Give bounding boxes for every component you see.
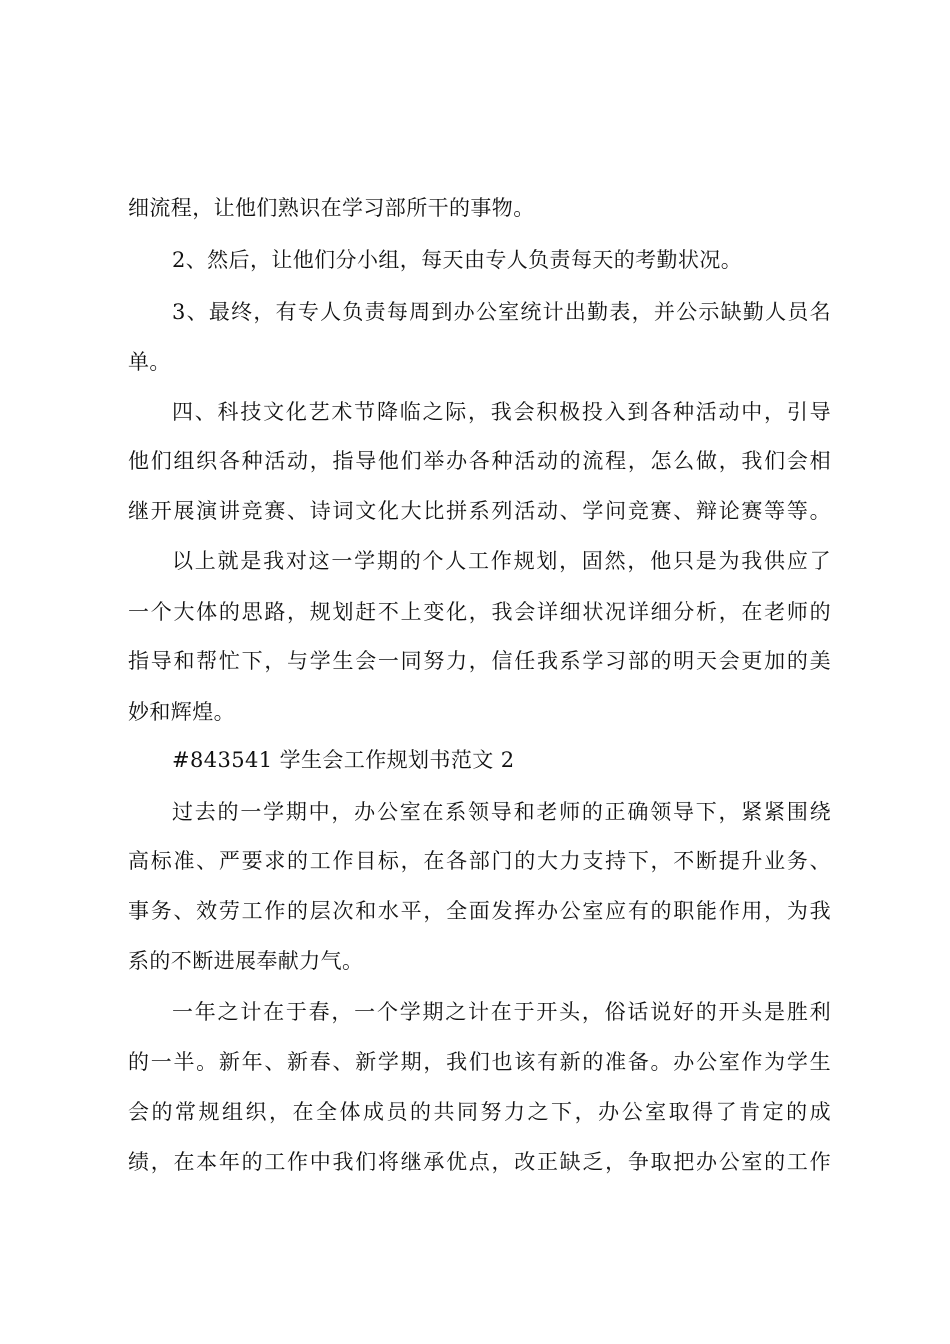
text-line: 单。 [128, 350, 171, 374]
text-line: 他们组织各种活动，指导他们举办各种活动的流程，怎么做，我们会相 [128, 449, 831, 473]
text-line: 事务、效劳工作的层次和水平，全面发挥办公室应有的职能作用，为我 [128, 899, 831, 923]
text-line: 3、最终，有专人负责每周到办公室统计出勤表，并公示缺勤人员名 [172, 300, 831, 324]
text-line: 系的不断进展奉献力气。 [128, 949, 364, 973]
text-line: 以上就是我对这一学期的个人工作规划，固然，他只是为我供应了 [172, 549, 831, 573]
text-line: 高标准、严要求的工作目标，在各部门的大力支持下，不断提升业务、 [128, 849, 831, 873]
text-line: 过去的一学期中，办公室在系领导和老师的正确领导下，紧紧围绕 [172, 800, 831, 824]
section-heading: #843541 学生会工作规划书范文 2 [172, 748, 515, 772]
text-line: 继开展演讲竞赛、诗词文化大比拼系列活动、学问竞赛、辩论赛等等。 [128, 499, 831, 523]
text-line: 四、科技文化艺术节降临之际，我会积极投入到各种活动中，引导 [172, 400, 831, 424]
text-line: 一个大体的思路，规划赶不上变化，我会详细状况详细分析，在老师的 [128, 600, 831, 624]
text-line: 的一半。新年、新春、新学期，我们也该有新的准备。办公室作为学生 [128, 1050, 831, 1074]
text-line: 一年之计在于春，一个学期之计在于开头，俗话说好的开头是胜利 [172, 1000, 831, 1024]
text-line: 绩，在本年的工作中我们将继承优点，改正缺乏，争取把办公室的工作 [128, 1150, 831, 1174]
text-line: 会的常规组织，在全体成员的共同努力之下，办公室取得了肯定的成 [128, 1100, 831, 1124]
text-line: 细流程，让他们熟识在学习部所干的事物。 [128, 196, 535, 220]
text-line: 2、然后，让他们分小组，每天由专人负责每天的考勤状况。 [172, 248, 743, 272]
text-line: 指导和帮忙下，与学生会一同努力，信任我系学习部的明天会更加的美 [128, 649, 831, 673]
text-line: 妙和辉煌。 [128, 700, 235, 724]
